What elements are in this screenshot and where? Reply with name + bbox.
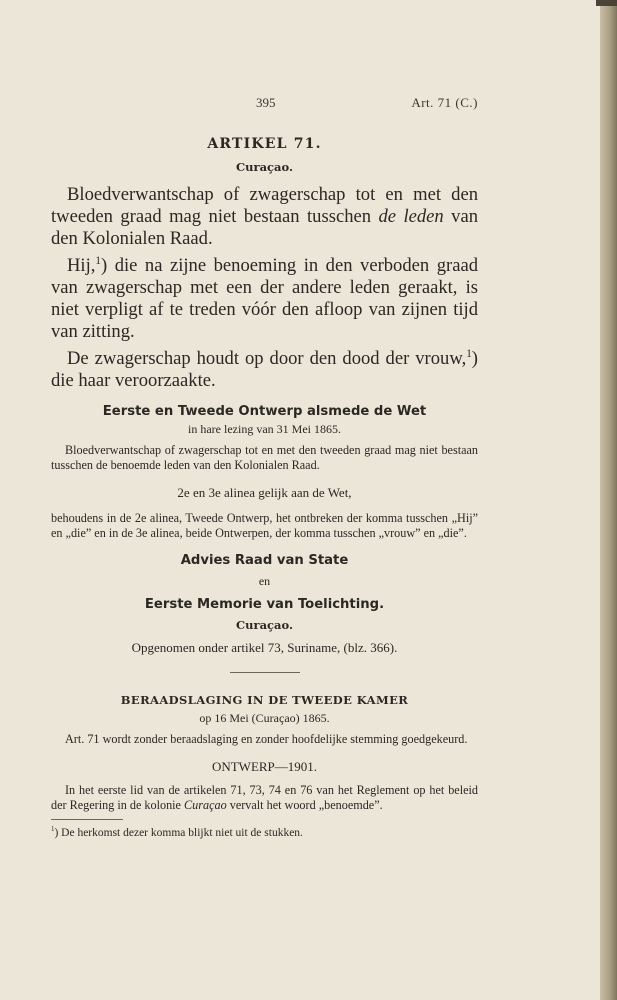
- section-text-beraadslaging: Art. 71 wordt zonder beraadslaging en zonder hoofdelijke stemming goedgekeurd.: [65, 732, 468, 747]
- section-connector: en: [258, 574, 271, 589]
- footnote-ref: 1: [466, 348, 472, 361]
- footnote-rule: [51, 819, 123, 820]
- section-heading-beraadslaging: BERAADSLAGING IN DE TWEEDE KAMER: [120, 693, 409, 708]
- section-text: Bloedverwantschap of zwagerschap tot en met den tweeden graad mag niet bestaan tusschen de benoemde leden van den Kolonialen Raad.: [51, 443, 478, 473]
- article-paragraph-2: Hij,$^1$) die na zijne benoeming in den verboden graad van zwagerschap met een der andere leden geraakt, is niet verpligt af te treden vóór den afloop van zijnen tijd van zitting.: [51, 255, 478, 343]
- section-text-opgenomen: Opgenomen onder artikel 73, Suriname, (blz. 366).: [131, 640, 398, 656]
- article-title: ARTIKEL 71.: [207, 136, 322, 152]
- section-heading-advies: Advies Raad van State: [180, 553, 349, 569]
- footnote-marker: 1: [51, 826, 55, 834]
- footnote: $^1$) De herkomst dezer komma blijkt niet uit de stukken.: [51, 826, 303, 840]
- page-content: [51, 95, 478, 839]
- article-text: [51, 184, 478, 392]
- section-note: behoudens in de 2e alinea, Tweede Ontwerp, het ontbreken der komma tusschen „Hij” en „die” en in de 3e alinea, beide Ontwerpen, der komma tusschen „vrouw” en „die”.: [51, 511, 478, 541]
- page-edge-shadow: [596, 0, 617, 6]
- article-subtitle: Curaçao.: [236, 160, 293, 174]
- page-number: 395: [256, 95, 276, 110]
- section-heading-ontwerp-wet: Eerste en Tweede Ontwerp alsmede de Wet: [102, 404, 427, 420]
- section-subheading-date: op 16 Mei (Curaçao) 1865.: [199, 711, 330, 726]
- section-line: 2e en 3e alinea gelijk aan de Wet,: [177, 485, 352, 501]
- running-head: Art. 71 (C.): [411, 95, 478, 110]
- article-paragraph-3: De zwagerschap houdt op door den dood der vrouw,$^1$) die haar veroorzaakte.: [51, 348, 478, 392]
- section-text-ontwerp-1901: In het eerste lid van de artikelen 71, 73, 74 en 76 van het Reglement op het beleid der Regering in de kolonie Curaçao vervalt het woord „benoemde”.: [51, 783, 478, 813]
- article-paragraph-1: Bloedverwantschap of zwagerschap tot en met den tweeden graad mag niet bestaan tusschen de leden van den Kolonialen Raad.: [51, 184, 479, 249]
- divider-rule: [230, 672, 300, 673]
- section-place: Curaçao.: [236, 618, 293, 633]
- footnote-ref: 1: [95, 255, 101, 267]
- section-heading-ontwerp-1901: ONTWERP—1901.: [211, 759, 318, 775]
- section-heading-memorie: Eerste Memorie van Toelichting.: [144, 597, 385, 613]
- page-edge: [600, 0, 617, 1000]
- section-subheading: in hare lezing van 31 Mei 1865.: [188, 422, 341, 437]
- page-header: [51, 95, 478, 115]
